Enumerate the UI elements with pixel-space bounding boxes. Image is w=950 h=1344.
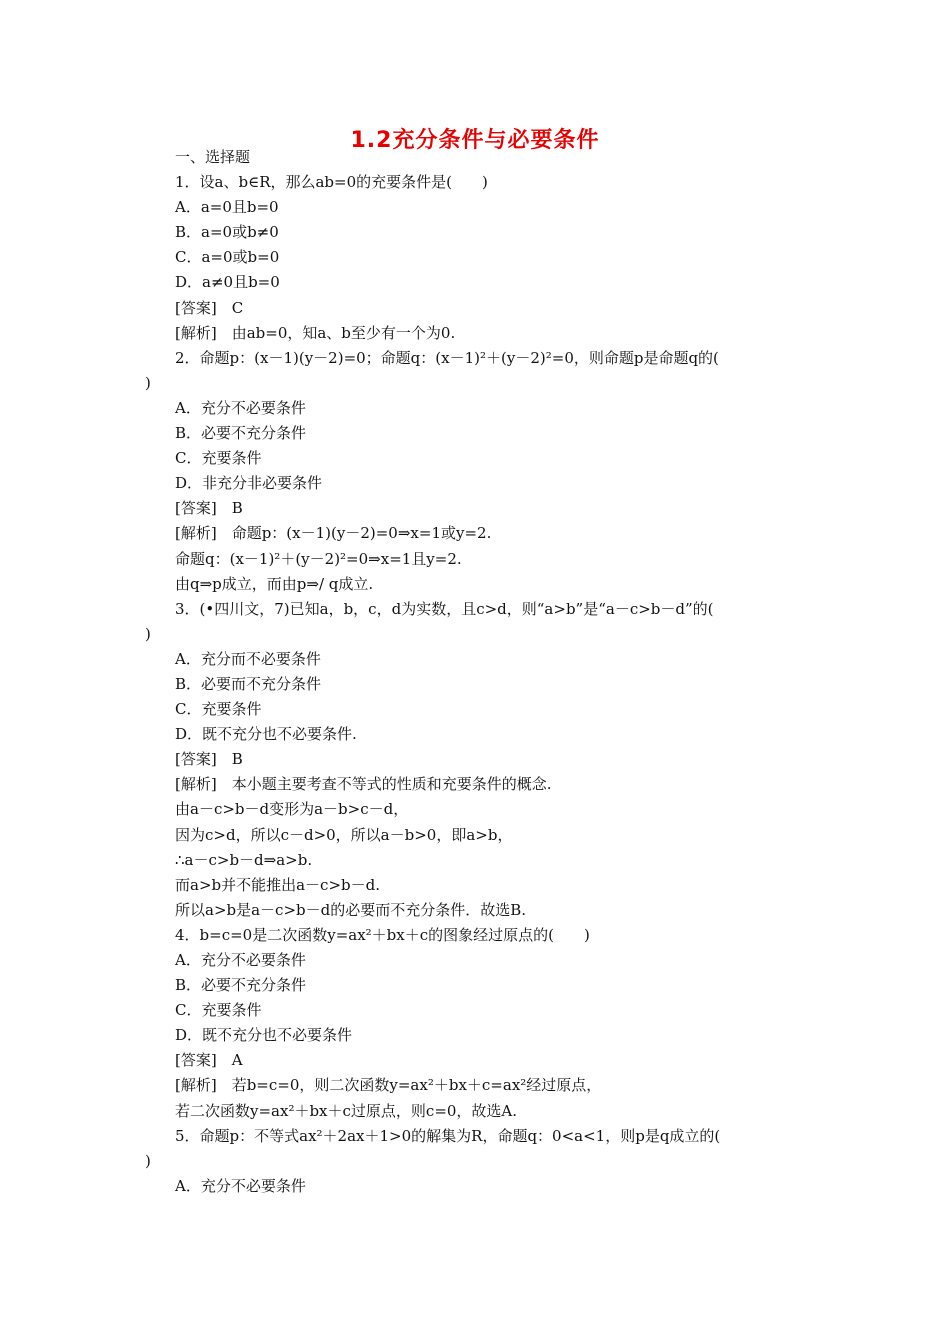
text-line: ) [145, 1151, 151, 1170]
text-line: 若二次函数y=ax²＋bx＋c过原点，则c=0，故选A. [175, 1101, 518, 1120]
text-line: [答案] A [175, 1051, 243, 1070]
text-line: A．充分而不必要条件 [175, 649, 321, 668]
text-line: 2．命题p：(x－1)(y－2)=0；命题q：(x－1)²＋(y－2)²=0，则命题p是命题q的( [175, 348, 719, 367]
text-line: 而a>b并不能推出a－c>b－d. [175, 875, 380, 894]
text-line: 3．(•四川文，7)已知a，b，c，d为实数，且c>d，则“a>b”是“a－c>b－d”的( [175, 599, 714, 618]
text-line: 1．设a、b∈R，那么ab=0的充要条件是( ) [175, 173, 488, 192]
text-line: [解析] 由ab=0，知a、b至少有一个为0. [175, 323, 456, 342]
document-title: 1.2充分条件与必要条件 [350, 128, 600, 153]
text-line: D．既不充分也不必要条件 [175, 1026, 353, 1045]
text-line: D．既不充分也不必要条件. [175, 725, 357, 744]
text-line: [答案] C [175, 298, 244, 317]
text-line: B．必要不充分条件 [175, 424, 307, 443]
text-line: 一、选择题 [175, 148, 251, 166]
text-line: C．a=0或b=0 [175, 248, 280, 267]
text-line: [解析] 若b=c=0，则二次函数y=ax²＋bx＋c=ax²经过原点， [175, 1076, 602, 1095]
document-body [145, 145, 825, 1199]
text-line: B．必要而不充分条件 [175, 674, 322, 693]
text-line: 5．命题p：不等式ax²＋2ax＋1>0的解集为R，命题q：0<a<1，则p是q成立的( [175, 1126, 721, 1145]
text-line: A．充分不必要条件 [175, 951, 306, 969]
text-line: C．充要条件 [175, 449, 262, 468]
text-line: ∴a－c>b－d⇒a>b. [175, 850, 313, 869]
text-line: ) [145, 624, 151, 643]
text-line: [答案] B [175, 499, 243, 518]
text-line: [解析] 命题p：(x－1)(y－2)=0⇒x=1或y=2. [175, 524, 492, 543]
text-line: 由q⇒p成立，而由p⇒/ q成立. [175, 574, 374, 593]
text-line: A．a=0且b=0 [175, 198, 279, 217]
text-line: 所以a>b是a－c>b－d的必要而不充分条件．故选B. [175, 900, 527, 919]
text-line: D．a≠0且b=0 [175, 273, 280, 292]
text-line: [答案] B [175, 750, 243, 769]
text-line: 因为c>d，所以c－d>0，所以a－b>0，即a>b， [175, 825, 513, 844]
text-line: B．a=0或b≠0 [175, 223, 279, 242]
text-line: [解析] 本小题主要考查不等式的性质和充要条件的概念. [175, 775, 552, 794]
text-line: A．充分不必要条件 [175, 398, 306, 417]
text-line: C．充要条件 [175, 1001, 262, 1020]
text-line: B．必要不充分条件 [175, 976, 307, 995]
text-line: A．充分不必要条件 [175, 1176, 306, 1195]
text-line: C．充要条件 [175, 700, 262, 719]
text-line: 4．b=c=0是二次函数y=ax²＋bx＋c的图象经过原点的( ) [175, 925, 590, 944]
text-line: D．非充分非必要条件 [175, 474, 323, 493]
text-line: 命题q：(x－1)²＋(y－2)²=0⇒x=1且y=2. [175, 549, 462, 568]
text-line: ) [145, 373, 151, 392]
text-line: 由a－c>b－d变形为a－b>c－d， [175, 800, 409, 819]
